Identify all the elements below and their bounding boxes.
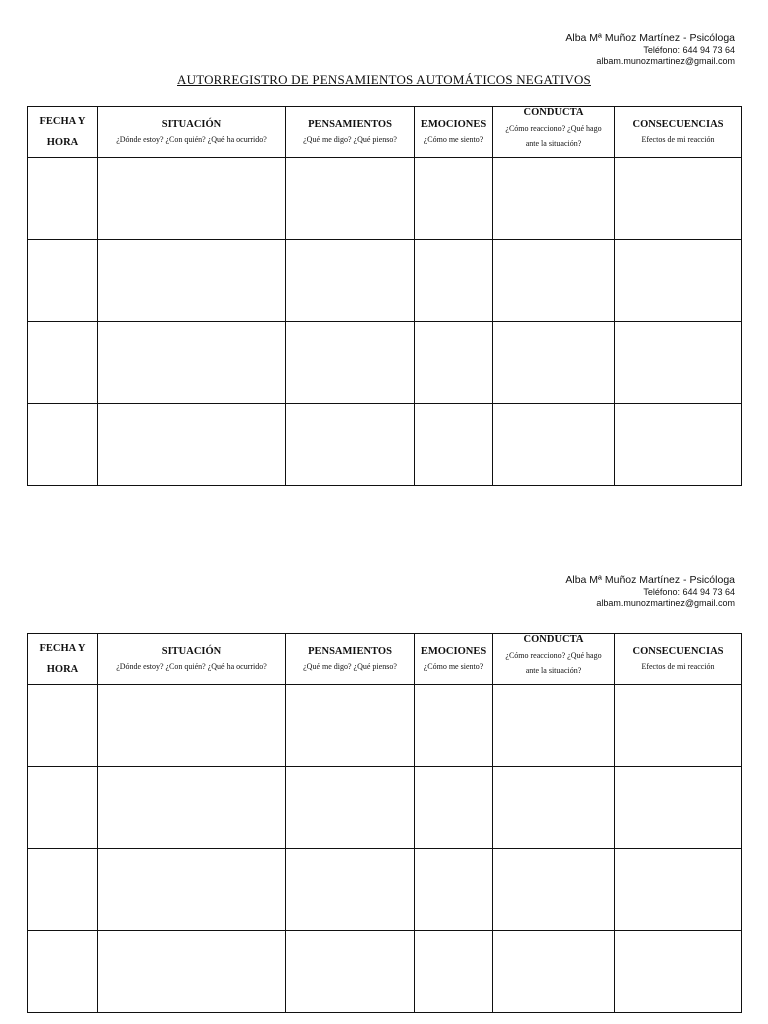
- header-situacion-title: SITUACIÓN: [161, 645, 222, 657]
- document-title: AUTORREGISTRO DE PENSAMIENTOS AUTOMÁTICOS NEGATIVOS: [177, 72, 591, 87]
- table-row: [28, 849, 742, 931]
- self-record-table: [27, 106, 742, 486]
- cell-fecha-hora[interactable]: [28, 685, 98, 767]
- cell-consecuencias[interactable]: [615, 767, 742, 849]
- contact-info: [565, 574, 735, 610]
- header-conducta-title: CONDUCTA: [523, 106, 584, 118]
- header-fecha-hora: [28, 634, 98, 685]
- table-row: [28, 322, 742, 404]
- cell-consecuencias[interactable]: [615, 931, 742, 1013]
- cell-fecha-hora[interactable]: [28, 931, 98, 1013]
- header-conducta-subtitle-line2: ante la situación?: [525, 139, 582, 148]
- cell-pensamientos[interactable]: [286, 404, 415, 486]
- header-conducta-title: CONDUCTA: [523, 633, 584, 645]
- header-situacion-subtitle: ¿Dónde estoy? ¿Con quién? ¿Qué ha ocurrido?: [116, 661, 267, 671]
- cell-pensamientos[interactable]: [286, 240, 415, 322]
- header-pensamientos-subtitle: ¿Qué me digo? ¿Qué pienso?: [303, 134, 397, 144]
- header-situacion-subtitle: ¿Dónde estoy? ¿Con quién? ¿Qué ha ocurrido?: [116, 134, 267, 144]
- cell-emociones[interactable]: [415, 240, 493, 322]
- cell-conducta[interactable]: [493, 931, 615, 1013]
- cell-consecuencias[interactable]: [615, 849, 742, 931]
- header-consecuencias: [615, 634, 742, 685]
- cell-conducta[interactable]: [493, 158, 615, 240]
- cell-consecuencias[interactable]: [615, 404, 742, 486]
- cell-situacion[interactable]: [98, 404, 286, 486]
- cell-fecha-hora[interactable]: [28, 322, 98, 404]
- cell-conducta[interactable]: [493, 685, 615, 767]
- header-fecha-line2: HORA: [46, 664, 79, 675]
- header-pensamientos: [286, 634, 415, 685]
- cell-emociones[interactable]: [415, 849, 493, 931]
- header-conducta-subtitle: [493, 121, 614, 151]
- header-emociones-title: EMOCIONES: [420, 645, 487, 657]
- table-row: [28, 685, 742, 767]
- cell-fecha-hora[interactable]: [28, 240, 98, 322]
- table-row: [28, 240, 742, 322]
- cell-situacion[interactable]: [98, 849, 286, 931]
- table-row: [28, 404, 742, 486]
- header-consecuencias-subtitle: Efectos de mi reacción: [641, 134, 715, 144]
- cell-situacion[interactable]: [98, 931, 286, 1013]
- contact-info: [565, 32, 735, 68]
- header-fecha-line1: FECHA Y: [39, 116, 86, 127]
- cell-consecuencias[interactable]: [615, 322, 742, 404]
- cell-situacion[interactable]: [98, 322, 286, 404]
- header-emociones-subtitle: ¿Cómo me siento?: [423, 661, 484, 671]
- header-conducta-subtitle-line2: ante la situación?: [525, 666, 582, 675]
- header-consecuencias-title: CONSECUENCIAS: [632, 118, 724, 130]
- header-conducta-subtitle-line1: ¿Cómo reacciono? ¿Qué hago: [505, 650, 602, 660]
- header-conducta-subtitle-line1: ¿Cómo reacciono? ¿Qué hago: [505, 123, 602, 133]
- header-pensamientos-title: PENSAMIENTOS: [308, 118, 392, 130]
- cell-pensamientos[interactable]: [286, 322, 415, 404]
- cell-conducta[interactable]: [493, 849, 615, 931]
- cell-situacion[interactable]: [98, 158, 286, 240]
- cell-conducta[interactable]: [493, 322, 615, 404]
- cell-situacion[interactable]: [98, 240, 286, 322]
- psychologist-name: Alba Mª Muñoz Martínez - Psicóloga: [565, 32, 735, 44]
- header-situacion: [98, 107, 286, 158]
- header-situacion-title: SITUACIÓN: [161, 118, 222, 130]
- cell-consecuencias[interactable]: [615, 158, 742, 240]
- cell-emociones[interactable]: [415, 767, 493, 849]
- header-pensamientos-title: PENSAMIENTOS: [308, 645, 392, 657]
- header-emociones: [415, 634, 493, 685]
- header-pensamientos: [286, 107, 415, 158]
- header-fecha-line2: HORA: [46, 137, 79, 148]
- header-conducta-subtitle: [493, 648, 614, 678]
- header-consecuencias-title: CONSECUENCIAS: [632, 645, 724, 657]
- header-pensamientos-subtitle: ¿Qué me digo? ¿Qué pienso?: [303, 661, 397, 671]
- cell-situacion[interactable]: [98, 685, 286, 767]
- cell-emociones[interactable]: [415, 322, 493, 404]
- header-conducta: [493, 107, 615, 158]
- cell-fecha-hora[interactable]: [28, 158, 98, 240]
- cell-situacion[interactable]: [98, 767, 286, 849]
- cell-pensamientos[interactable]: [286, 849, 415, 931]
- cell-fecha-hora[interactable]: [28, 404, 98, 486]
- cell-pensamientos[interactable]: [286, 685, 415, 767]
- cell-fecha-hora[interactable]: [28, 849, 98, 931]
- cell-conducta[interactable]: [493, 767, 615, 849]
- cell-fecha-hora[interactable]: [28, 767, 98, 849]
- header-consecuencias-subtitle: Efectos de mi reacción: [641, 661, 715, 671]
- table-row: [28, 767, 742, 849]
- table-header-row: [28, 107, 742, 158]
- header-conducta: [493, 634, 615, 685]
- email-address: albam.munozmartinez@gmail.com: [596, 56, 735, 67]
- cell-emociones[interactable]: [415, 404, 493, 486]
- cell-emociones[interactable]: [415, 158, 493, 240]
- cell-consecuencias[interactable]: [615, 685, 742, 767]
- header-fecha-line1: FECHA Y: [39, 643, 86, 654]
- phone-number: Teléfono: 644 94 73 64: [643, 45, 735, 56]
- cell-conducta[interactable]: [493, 240, 615, 322]
- cell-pensamientos[interactable]: [286, 158, 415, 240]
- cell-pensamientos[interactable]: [286, 767, 415, 849]
- self-record-table: [27, 633, 742, 1013]
- cell-pensamientos[interactable]: [286, 931, 415, 1013]
- table-header-row: [28, 634, 742, 685]
- table-row: [28, 931, 742, 1013]
- phone-number: Teléfono: 644 94 73 64: [643, 587, 735, 598]
- header-situacion: [98, 634, 286, 685]
- header-emociones-title: EMOCIONES: [420, 118, 487, 130]
- header-fecha-hora: [28, 107, 98, 158]
- cell-conducta[interactable]: [493, 404, 615, 486]
- psychologist-name: Alba Mª Muñoz Martínez - Psicóloga: [565, 574, 735, 586]
- header-emociones: [415, 107, 493, 158]
- table-row: [28, 158, 742, 240]
- email-address: albam.munozmartinez@gmail.com: [596, 598, 735, 609]
- header-emociones-subtitle: ¿Cómo me siento?: [423, 134, 484, 144]
- cell-consecuencias[interactable]: [615, 240, 742, 322]
- cell-emociones[interactable]: [415, 931, 493, 1013]
- cell-emociones[interactable]: [415, 685, 493, 767]
- header-consecuencias: [615, 107, 742, 158]
